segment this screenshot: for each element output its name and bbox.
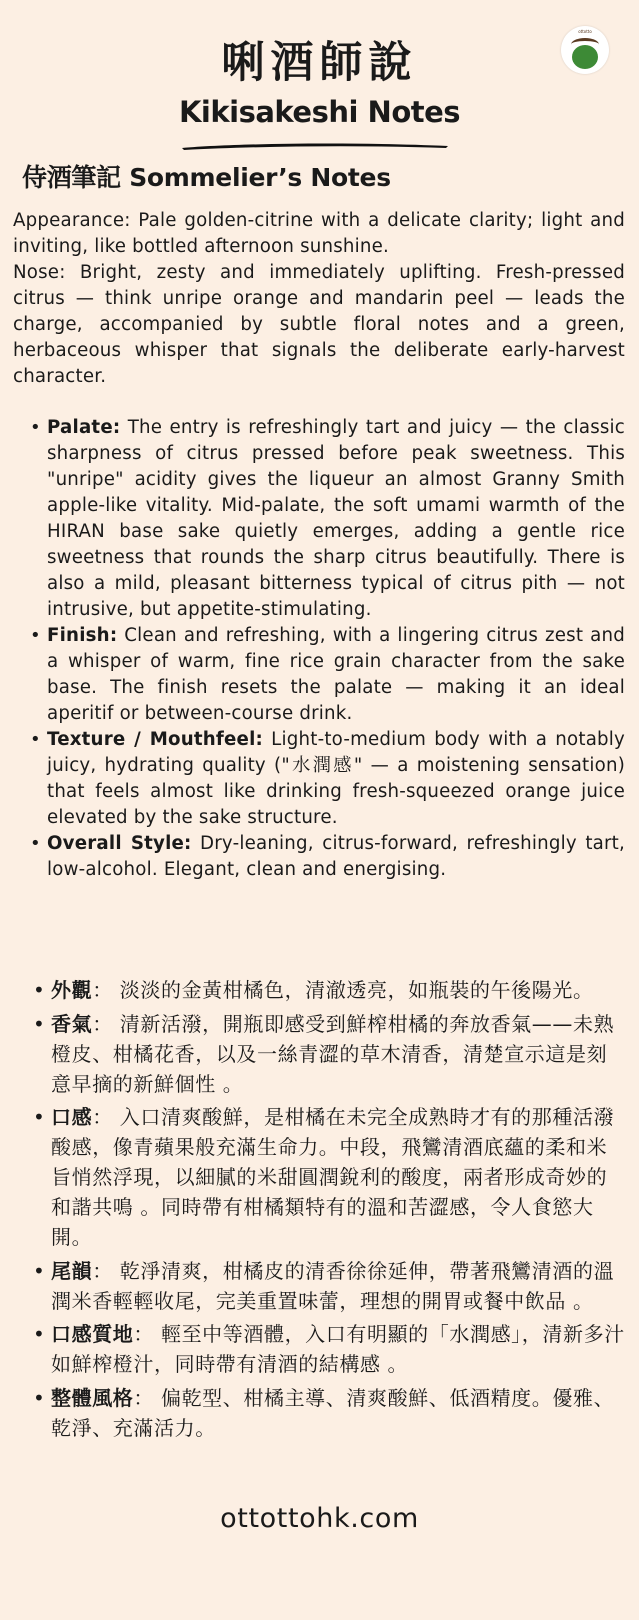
list-item xyxy=(51,975,625,1005)
footer-website: ottottohk.com xyxy=(220,1503,419,1534)
note-separator: ： xyxy=(92,1011,113,1036)
note-separator: ： xyxy=(133,1385,155,1410)
note-label: Palate: xyxy=(47,417,121,438)
note-text: Light-to-medium body with a notably juicy, hydrating quality ("水潤感" — a moistening sensation) that feels almost like drinking fresh-squeezed orange juice elevated by the sake structure. xyxy=(47,729,625,828)
note-label: 香氣 xyxy=(51,1011,93,1036)
list-item xyxy=(47,415,625,623)
list-item xyxy=(47,623,625,727)
note-text: Dry-leaning, citrus-forward, refreshingly tart, low-alcohol. Elegant, clean and energising. xyxy=(47,833,625,880)
note-label: 外觀 xyxy=(51,978,93,1002)
note-separator: ： xyxy=(92,1105,113,1129)
list-item xyxy=(51,1256,625,1316)
list-item xyxy=(51,1319,625,1379)
list-item xyxy=(51,1102,625,1252)
note-text: 輕至中等酒體，入口有明顯的「水潤感」，清新多汁如鮮榨橙汁，同時帶有清酒的結構感 。 xyxy=(51,1322,625,1376)
note-text: 乾淨清爽，柑橘皮的清香徐徐延伸，帶著飛鸞清酒的溫潤米香輕輕收尾，完美重置味蕾，理想的開胃或餐中飲品 。 xyxy=(51,1258,615,1313)
note-label: Texture / Mouthfeel: xyxy=(47,729,263,750)
note-label: Overall Style: xyxy=(47,833,192,854)
list-item xyxy=(47,727,625,831)
note-text: 入口清爽酸鮮，是柑橘在未完全成熟時才有的那種活潑酸感，像青蘋果般充滿生命力。中段，飛鸞清酒底蘊的柔和米旨悄然浮現，以細膩的米甜圓潤銳利的酸度，兩者形成奇妙的和諧共鳴 。同時帶有柑橘類特有的溫和苦澀感，令人食慾大開。 xyxy=(51,1105,615,1249)
note-text: The entry is refreshingly tart and juicy — the classic sharpness of citrus pressed before peak sweetness. This "unripe" acidity gives the liqueur an almost Granny Smith apple-like vitality. Mid-palate, the soft umami warmth of the HIRAN base sake quietly emerges, adding a gentle rice sweetness that rounds the sharp citrus beautifully. There is also a mild, pleasant bitterness typical of citrus pith — not intrusive, but appetite-stimulating. xyxy=(47,417,625,620)
note-label: 口感質地 xyxy=(51,1322,134,1346)
page-title-english: Kikisakeshi Notes xyxy=(178,95,461,129)
note-separator: ： xyxy=(92,978,113,1002)
appearance-text: Appearance: Pale golden-citrine with a delicate clarity; light and inviting, like bottled afternoon sunshine. xyxy=(13,210,625,257)
list-item xyxy=(47,831,625,883)
intro-block xyxy=(13,208,625,390)
note-separator: ： xyxy=(133,1322,155,1346)
section-heading: 侍酒筆記 Sommelier’s Notes xyxy=(22,163,391,192)
page-title-chinese: 唎酒師說 xyxy=(221,38,418,88)
note-text: Clean and refreshing, with a lingering citrus zest and a whisper of warm, fine rice grain character from the sake base. The finish resets the palate — making it an ideal aperitif or between-course drink. xyxy=(47,625,625,724)
note-text: 偏乾型、柑橘主導、清爽酸鮮、低酒精度。優雅、乾淨、充滿活力。 xyxy=(51,1385,615,1440)
note-separator: ： xyxy=(92,1258,113,1283)
list-item xyxy=(51,1383,625,1443)
note-text: 清新活潑，開瓶即感受到鮮榨柑橘的奔放香氣——未熟橙皮、柑橘花香，以及一絲青澀的草木清香，清楚宣示這是刻意早摘的新鮮個性 。 xyxy=(51,1011,615,1096)
note-text: 淡淡的金黃柑橘色，清澈透亮，如瓶裝的午後陽光。 xyxy=(112,978,594,1002)
note-label: 口感 xyxy=(51,1105,93,1129)
title-brush-underline xyxy=(180,142,450,151)
english-notes-list xyxy=(47,415,625,883)
note-label: Finish: xyxy=(47,625,118,646)
logo-text: ottotto xyxy=(578,29,592,34)
note-label: 尾韻 xyxy=(51,1258,93,1283)
list-item xyxy=(51,1009,625,1099)
note-label: 整體風格 xyxy=(51,1385,134,1410)
nose-text: Nose: Bright, zesty and immediately uplifting. Fresh-pressed citrus — think unripe orange and mandarin peel — leads the charge, accompanied by subtle floral notes and a green, herbaceous whisper that signals the deliberate early-harvest character. xyxy=(13,262,625,387)
chinese-notes-list xyxy=(51,975,625,1446)
